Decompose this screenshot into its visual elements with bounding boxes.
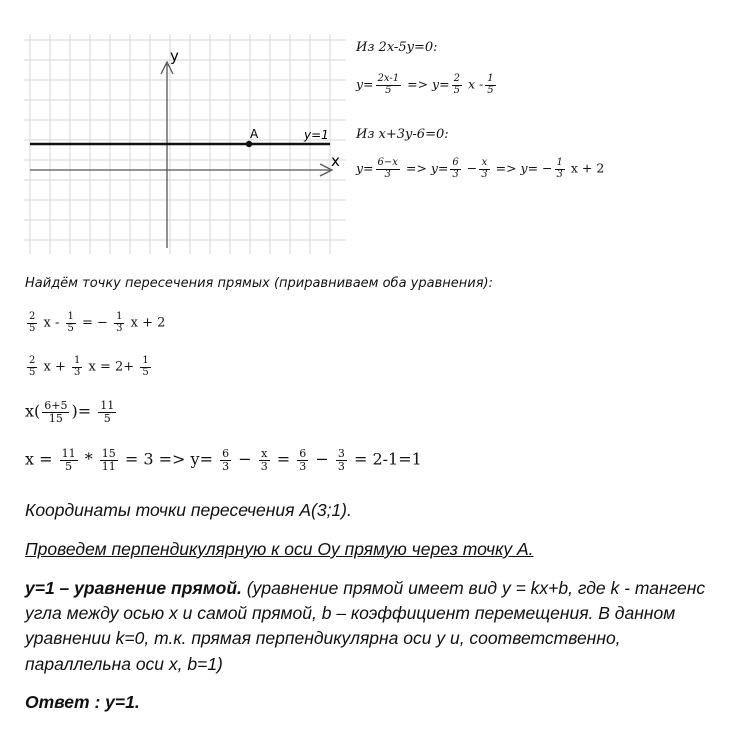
eq1-mid: x - xyxy=(43,315,60,331)
line-label: y=1 xyxy=(304,128,329,142)
d2-f1-num: 6−x xyxy=(377,157,398,168)
eq4-f5-den: 3 xyxy=(299,459,307,473)
explanation-line-1 xyxy=(25,578,705,599)
eq3-f2-den: 5 xyxy=(103,411,111,425)
eq2-p1: x + xyxy=(43,359,66,375)
eq4-f2-num: 15 xyxy=(101,447,116,460)
d2-f3-num: x xyxy=(479,158,489,170)
d2-f4-num: 1 xyxy=(556,157,563,168)
coordinate-graph xyxy=(24,34,346,254)
derivation-1 xyxy=(356,74,498,96)
eq4-res: = 3 => y= xyxy=(124,449,213,469)
eq4-tail: = 2-1=1 xyxy=(353,449,422,469)
d2-arrow: => y= xyxy=(405,160,449,176)
eq2-f3-den: 5 xyxy=(142,366,149,378)
eq2-f1-num: 2 xyxy=(29,355,36,366)
explanation-text-1: (уравнение прямой имеет вид y = kx+b, где k - тангенс xyxy=(246,578,706,598)
eq4-f1-den: 5 xyxy=(65,459,73,473)
eq4-eq: = xyxy=(276,449,291,469)
intersection-heading: Найдём точку пересечения прямых (приравниваем оба уравнения): xyxy=(25,276,493,291)
d2-f4-den: 3 xyxy=(556,168,563,180)
perpendicular-line: Проведем перпендикулярную к оси Оу прямую через точку А. xyxy=(25,539,534,559)
d1-f2-num: 2 xyxy=(453,73,460,84)
eq2-p2: x = 2+ xyxy=(88,359,135,375)
d1-x: x - xyxy=(467,76,484,92)
point-a-label: A xyxy=(250,127,259,141)
derivation-header-1: Из 2x-5y=0: xyxy=(356,40,438,55)
d1-arrow: => y= xyxy=(407,76,450,92)
equation-1 xyxy=(25,312,165,334)
eq3-f-num: 6+5 xyxy=(44,399,68,412)
equation-4 xyxy=(25,448,422,472)
eq4-f1-num: 11 xyxy=(61,447,76,460)
answer: Ответ : y=1. xyxy=(25,692,140,712)
eq4-f4-den: 3 xyxy=(260,459,268,473)
eq2-f1-den: 5 xyxy=(29,366,36,378)
d1-f3-num: 1 xyxy=(487,73,494,84)
d2-minus: − xyxy=(466,160,478,176)
eq4-m1: − xyxy=(238,449,252,469)
d1-f1-num: 2x-1 xyxy=(377,73,400,84)
eq3-pre: x( xyxy=(25,401,41,421)
point-a xyxy=(246,141,252,147)
d2-arrow2: => y= − xyxy=(495,160,553,176)
eq2-f3-num: 1 xyxy=(142,355,149,366)
explanation-line-2: угла между осью x и самой прямой, b – коэффициент перемещения. В данном xyxy=(25,603,676,623)
eq4-f2-den: 11 xyxy=(101,459,116,473)
d1-f2-den: 5 xyxy=(453,84,460,96)
eq4-f3-den: 3 xyxy=(222,459,230,473)
eq3-post: )= xyxy=(71,401,92,421)
d2-f3-den: 3 xyxy=(481,168,488,180)
eq4-f3-num: 6 xyxy=(222,447,230,460)
explanation-line-3: уравнении k=0, т.к. прямая перпендикулярна оси y и, соответственно, xyxy=(25,628,621,648)
eq1-f3-num: 1 xyxy=(116,311,123,322)
d1-f1-den: 5 xyxy=(385,84,392,96)
d1-y: y= xyxy=(356,76,374,92)
eq4-m2: − xyxy=(315,449,329,469)
coordinates-line: Координаты точки пересечения А(3;1). xyxy=(25,500,352,520)
eq1-f2-den: 5 xyxy=(67,322,74,334)
eq4-mul: * xyxy=(84,449,93,469)
eq1-f1-num: 2 xyxy=(29,311,36,322)
x-axis-label: x xyxy=(331,152,340,170)
d2-tail: x + 2 xyxy=(570,160,605,176)
d2-f1-den: 3 xyxy=(384,168,391,180)
eq4-f6-num: 3 xyxy=(337,447,345,460)
eq1-f2-num: 1 xyxy=(67,311,74,322)
derivation-2 xyxy=(356,158,604,180)
d2-f2-num: 6 xyxy=(452,157,459,168)
equation-3 xyxy=(25,400,118,424)
d2-y: y= xyxy=(356,160,374,176)
eq4-pre: x = xyxy=(25,449,53,469)
eq3-f-den: 15 xyxy=(48,411,63,425)
eq4-f5-num: 6 xyxy=(299,447,307,460)
eq2-f2-num: 1 xyxy=(74,355,81,366)
equation-2 xyxy=(25,356,153,378)
d1-f3-den: 5 xyxy=(487,84,494,96)
eq2-f2-den: 3 xyxy=(74,366,81,378)
explanation-line-4: параллельна оси x, b=1) xyxy=(25,654,223,674)
d2-f2-den: 3 xyxy=(452,168,459,180)
eq1-f3-den: 3 xyxy=(116,322,123,334)
equation-statement: y=1 – уравнение прямой. xyxy=(25,578,242,598)
eq3-f2-num: 11 xyxy=(100,399,115,412)
y-axis-label: y xyxy=(170,47,179,65)
eq1-tail: x + 2 xyxy=(130,315,166,331)
eq4-f4-num: x xyxy=(259,448,270,461)
eq1-f1-den: 5 xyxy=(29,322,36,334)
eq4-f6-den: 3 xyxy=(337,459,345,473)
derivation-header-2: Из x+3y-6=0: xyxy=(356,127,449,142)
eq1-eq: = − xyxy=(82,315,108,331)
